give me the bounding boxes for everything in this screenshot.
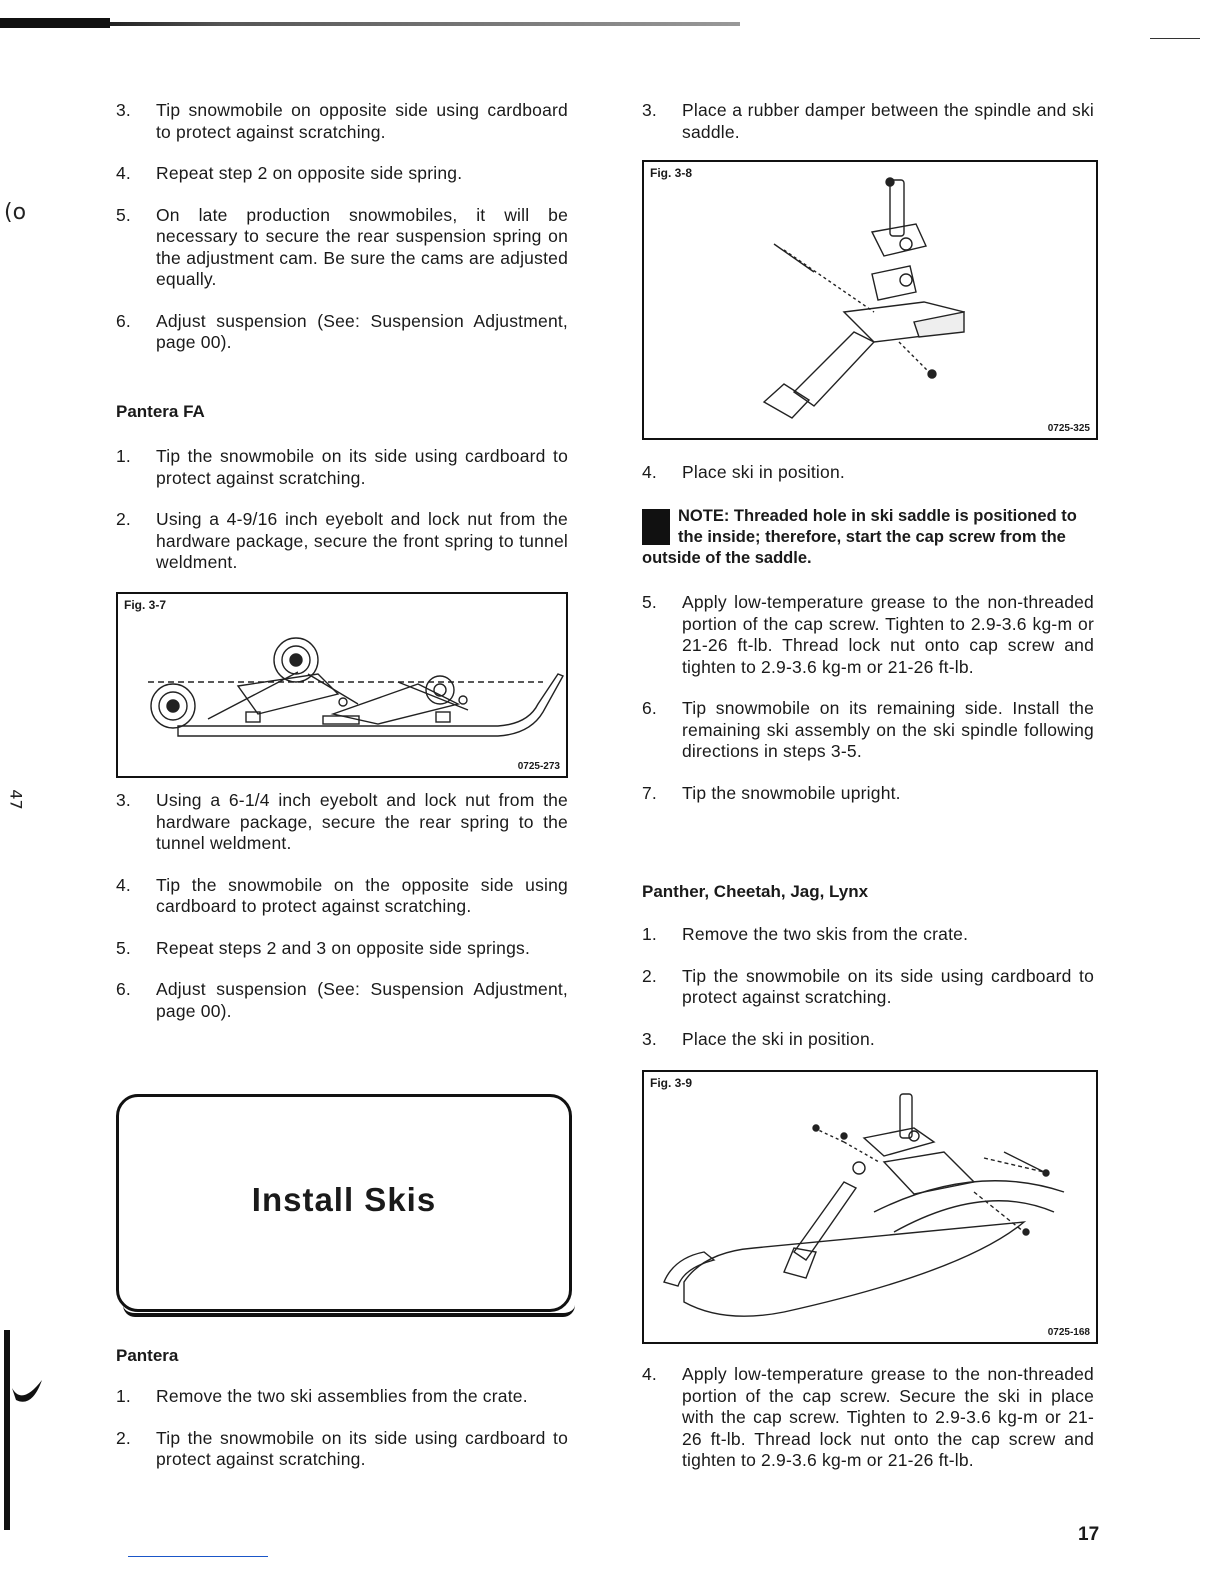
step-text: Tip the snowmobile on its side using cardboard to protect against scratching. [156, 1427, 568, 1469]
figure-code: 0725-168 [1047, 1327, 1090, 1338]
right-steps-c [642, 592, 1094, 804]
step-text: Tip snowmobile on opposite side using cardboard to protect against scratching. [156, 100, 568, 142]
list-item [642, 966, 1094, 1009]
step-number: 1. [116, 446, 131, 466]
note-box [642, 506, 1092, 569]
step-number: 3. [116, 100, 131, 120]
ski-illustration [644, 1072, 1096, 1342]
step-number: 3. [642, 100, 657, 120]
step-text: Apply low-temperature grease to the non-threaded portion of the cap screw. Secure the ski in place with the cap screw. Tighten to 2.9-3.6 kg-m or 21-26 ft-lb. Thread lock nut onto the cap screw and tighten to 2.9-3.6 kg-m or 21-26 ft-lb. [682, 1364, 1094, 1470]
step-text: Tip the snowmobile on the opposite side using cardboard to protect against scratching. [156, 874, 568, 916]
list-item [642, 100, 1094, 143]
left-steps-b [116, 446, 568, 574]
step-text: Tip the snowmobile upright. [682, 782, 901, 803]
list-item [642, 1364, 1094, 1472]
section-heading-pantera: Pantera [116, 1346, 179, 1365]
section-heading-pantera-fa: Pantera FA [116, 402, 205, 421]
step-text: Adjust suspension (See: Suspension Adjustment, page 00). [156, 979, 568, 1021]
step-number: 3. [642, 1028, 657, 1049]
step-text: Repeat step 2 on opposite side spring. [156, 163, 463, 183]
list-item [642, 592, 1094, 678]
step-text: Tip the snowmobile on its side using cardboard to protect against scratching. [682, 965, 1094, 1007]
step-number: 1. [116, 1386, 131, 1406]
step-number: 4. [116, 874, 131, 895]
right-steps-d [642, 924, 1094, 1050]
top-rule-right [1150, 38, 1200, 39]
step-number: 2. [116, 1427, 131, 1448]
list-item [116, 311, 568, 354]
step-text: Adjust suspension (See: Suspension Adjustment, page 00). [156, 310, 568, 352]
step-number: 1. [642, 924, 657, 944]
right-steps-a [642, 100, 1094, 143]
figure-3-9 [642, 1070, 1098, 1344]
step-text: Tip the snowmobile on its side using cardboard to protect against scratching. [156, 446, 568, 488]
list-item [116, 509, 568, 574]
list-item [116, 1386, 568, 1408]
list-item [116, 979, 568, 1022]
left-steps-c [116, 790, 568, 1022]
step-number: 4. [642, 1364, 657, 1384]
list-item [116, 875, 568, 918]
step-number: 5. [116, 204, 131, 225]
step-text: Remove the two ski assemblies from the crate. [156, 1386, 528, 1406]
step-text: Place a rubber damper between the spindle and ski saddle. [682, 100, 1094, 142]
list-item [642, 783, 1094, 805]
list-item [116, 446, 568, 489]
margin-check-mark [10, 1378, 44, 1412]
step-number: 6. [642, 698, 657, 718]
section-title-box [116, 1094, 572, 1312]
spindle-illustration [644, 162, 1096, 438]
step-number: 5. [642, 592, 657, 612]
figure-label: Fig. 3-8 [650, 166, 693, 180]
figure-3-8 [642, 160, 1098, 440]
step-number: 2. [642, 965, 657, 986]
step-text: Repeat steps 2 and 3 on opposite side springs. [156, 937, 531, 958]
right-steps-e [642, 1364, 1094, 1472]
list-item [116, 205, 568, 291]
top-rule-heavy [0, 18, 110, 28]
list-item [116, 938, 568, 960]
binder-edge [4, 1330, 10, 1530]
list-item [642, 698, 1094, 763]
step-text: Tip snowmobile on its remaining side. Install the remaining ski assembly on the ski spindle following directions in steps 3-5. [682, 698, 1094, 761]
list-item [642, 1029, 1094, 1051]
list-item [642, 924, 1094, 946]
step-number: 5. [116, 937, 131, 958]
figure-code: 0725-273 [517, 761, 560, 772]
step-text: Place the ski in position. [682, 1028, 875, 1049]
bottom-rule [128, 1556, 268, 1557]
step-text: On late production snowmobiles, it will be necessary to secure the rear suspension spring on the adjustment cam. Be sure the cams are adjusted equally. [156, 204, 568, 289]
figure-label: Fig. 3-7 [124, 598, 167, 612]
step-number: 3. [116, 790, 131, 810]
step-number: 7. [642, 782, 657, 803]
box-shadow [123, 1305, 575, 1317]
left-steps-d [116, 1386, 568, 1471]
step-number: 2. [116, 509, 131, 529]
step-text: Using a 4-9/16 inch eyebolt and lock nut from the hardware package, secure the front spring to tunnel weldment. [156, 509, 568, 572]
list-item [116, 100, 568, 143]
left-steps-a [116, 100, 568, 354]
section-heading-panther: Panther, Cheetah, Jag, Lynx [642, 882, 869, 901]
list-item [116, 1428, 568, 1471]
step-number: 6. [116, 979, 131, 999]
step-number: 6. [116, 310, 131, 331]
page-number: 17 [1078, 1524, 1100, 1545]
step-text: Remove the two skis from the crate. [682, 924, 969, 944]
top-rule [0, 22, 740, 26]
figure-3-7 [116, 592, 568, 778]
list-item [116, 163, 568, 185]
figure-label: Fig. 3-9 [650, 1076, 693, 1090]
suspension-illustration [118, 594, 566, 776]
step-number: 4. [642, 462, 657, 482]
right-steps-b [642, 462, 1094, 484]
list-item [116, 790, 568, 855]
step-number: 4. [116, 163, 131, 183]
step-text: Apply low-temperature grease to the non-threaded portion of the cap screw. Tighten to 2.9-3.6 kg-m or 21-26 ft-lb. Thread lock nut onto cap screw and tighten to 2.9-3.6 kg-m or 21-26 ft-lb. [682, 592, 1094, 677]
margin-mark-middle: 47 [6, 789, 26, 810]
section-title: Install Skis [251, 1181, 437, 1218]
list-item [642, 462, 1094, 484]
step-text: Using a 6-1/4 inch eyebolt and lock nut from the hardware package, secure the rear spring to the tunnel weldment. [156, 790, 568, 853]
figure-code: 0725-325 [1047, 423, 1090, 434]
note-square-icon [642, 509, 670, 545]
step-text: Place ski in position. [682, 462, 845, 482]
margin-mark-top: (o [4, 200, 27, 225]
note-text: NOTE: Threaded hole in ski saddle is positioned to the inside; therefore, start the cap screw from the outside of the saddle. [642, 507, 1077, 567]
